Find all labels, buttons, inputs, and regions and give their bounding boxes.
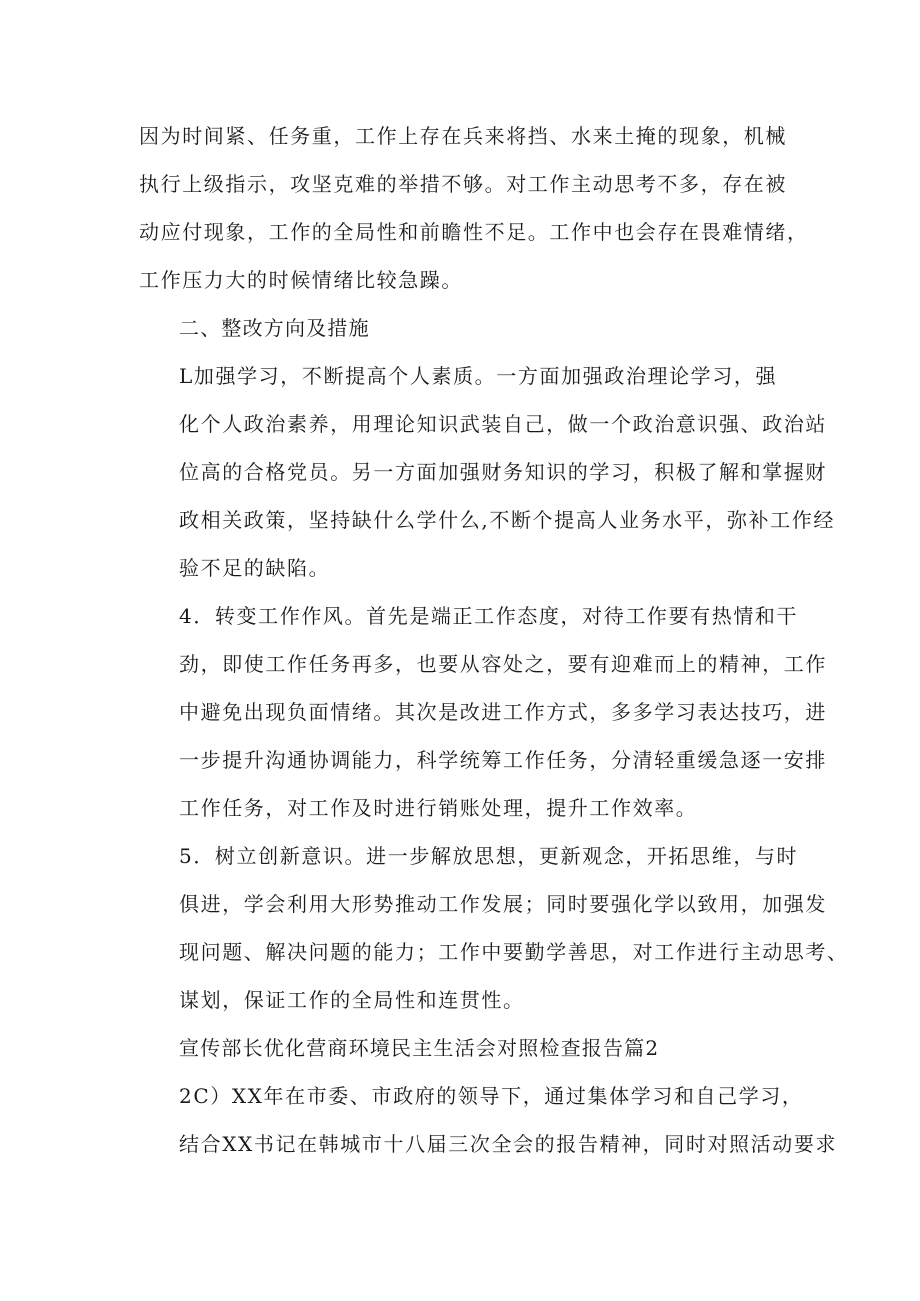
text-line: 政相关政策，坚持缺什么学什么,不断个提高人业务水平，弥补工作经 <box>179 508 835 532</box>
paragraph-report-intro <box>139 1072 838 1168</box>
paragraph-strengthen-learning <box>139 352 835 592</box>
text-line: 劲，即使工作任务再多，也要从容处之，要有迎难而上的精神，工作 <box>179 652 827 676</box>
paragraph-work-issues <box>139 112 809 304</box>
text-line: 一步提升沟通协调能力，科学统筹工作任务，分清轻重缓急逐一安排 <box>179 748 827 772</box>
text-line: 结合XX书记在韩城市十八届三次全会的报告精神，同时对照活动要求 <box>179 1132 838 1156</box>
text-line: 验不足的缺陷。 <box>179 556 331 580</box>
section-heading-report-part2 <box>139 1024 799 1072</box>
text-line: 因为时间紧、任务重，工作上存在兵来将挡、水来土掩的现象，机械 <box>139 124 787 148</box>
paragraph-innovation-awareness <box>139 832 849 1024</box>
section-heading-rectification <box>139 304 799 352</box>
text-line: L加强学习，不断提高个人素质。一方面加强政治理论学习，强 <box>179 364 778 388</box>
text-line: 2C）XX年在市委、市政府的领导下，通过集体学习和自己学习， <box>179 1084 804 1108</box>
paragraph-change-work-style <box>139 592 827 832</box>
section-heading-text: 宣传部长优化营商环境民主生活会对照检查报告篇2 <box>179 1036 660 1060</box>
document-body <box>139 112 849 1168</box>
text-line: 工作压力大的时候情绪比较急躁。 <box>139 268 463 292</box>
text-line: 俱进，学会利用大形势推动工作发展；同时要强化学以致用，加强发 <box>179 892 827 916</box>
text-line: 中避免出现负面情绪。其次是改进工作方式，多多学习表达技巧，进 <box>179 700 827 724</box>
text-line: 动应付现象，工作的全局性和前瞻性不足。工作中也会存在畏难情绪， <box>139 220 809 244</box>
text-line: 位高的合格党员。另一方面加强财务知识的学习，积极了解和掌握财 <box>179 460 827 484</box>
text-line: 现问题、解决问题的能力；工作中要勤学善思，对工作进行主动思考、 <box>179 940 849 964</box>
text-line: 谋划，保证工作的全局性和连贯性。 <box>179 988 525 1012</box>
text-line: 4．转变工作作风。首先是端正工作态度，对待工作要有热情和干 <box>179 604 799 628</box>
text-line: 5．树立创新意识。进一步解放思想，更新观念，开拓思维，与时 <box>179 844 799 868</box>
text-line: 执行上级指示，攻坚克难的举措不够。对工作主动思考不多，存在被 <box>139 172 787 196</box>
text-line: 工作任务，对工作及时进行销账处理，提升工作效率。 <box>179 796 698 820</box>
text-line: 化个人政治素养，用理论知识武装自己，做一个政治意识强、政治站 <box>179 412 827 436</box>
section-heading-text: 二、整改方向及措施 <box>179 316 370 340</box>
